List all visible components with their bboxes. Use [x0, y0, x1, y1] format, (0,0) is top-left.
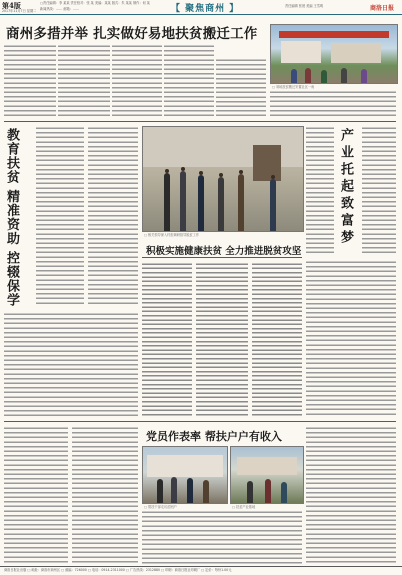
- photo-building: [237, 457, 297, 475]
- left-banner-text: 教育扶贫 精准资助 控辍保学: [4, 128, 19, 308]
- top-story-col-3: [112, 44, 162, 118]
- photo-banner: [279, 31, 389, 38]
- photo-person: [321, 70, 327, 83]
- photo-person: [157, 479, 163, 503]
- photo-person: [198, 175, 204, 231]
- photo-person: [171, 477, 177, 503]
- bottom-right-caption: □ 扶贫产业基地: [232, 505, 256, 509]
- photo-person: [218, 177, 224, 231]
- page-number: 第4版: [2, 1, 21, 10]
- photo-person: [187, 478, 193, 503]
- left-col-a: [36, 126, 84, 306]
- left-col-lower: [4, 312, 138, 418]
- photo-person: [238, 174, 244, 231]
- top-story-col-1: [4, 44, 56, 118]
- center-story-headline: 积极实施健康扶贫 全力推进脱贫攻坚: [146, 246, 302, 257]
- lower-section-rule: [4, 421, 396, 422]
- center-photo: [142, 126, 304, 232]
- photo-person: [265, 479, 271, 503]
- left-col-b: [88, 126, 138, 306]
- bottom-left-col-1: [4, 426, 68, 564]
- bottom-story-headline: 党员作表率 帮扶户户有收入: [146, 430, 282, 443]
- footer-rule: [0, 566, 402, 567]
- section-rule: [4, 121, 396, 122]
- bottom-left-photo: [142, 446, 228, 504]
- photo-person: [164, 173, 170, 231]
- right-banner-title: [337, 128, 359, 248]
- top-right-text: [270, 90, 396, 118]
- bottom-center-text: [142, 510, 302, 564]
- masthead: [0, 0, 402, 14]
- right-banner-text: 产业托起致富梦: [338, 128, 353, 247]
- photo-person: [341, 68, 347, 83]
- left-banner-title: [4, 128, 32, 308]
- right-col-b: [362, 126, 396, 256]
- right-col-lower: [306, 260, 396, 418]
- bottom-right-photo: [230, 446, 304, 504]
- photo-building: [281, 41, 321, 63]
- section-title: 【 聚焦商州 】: [171, 4, 240, 14]
- top-story-col-2: [58, 44, 110, 118]
- masthead-date: 2017年11月7日 星期二: [2, 9, 37, 13]
- photo-building: [331, 43, 381, 63]
- photo-person: [291, 69, 297, 83]
- footer-text: 商洛日报社出版 □ 地址：商洛市商州区 □ 邮编：726000 □ 电话：0914-2311000 □ 广告热线：2312880 □ 印刷：商洛日报社印刷厂 □ 定价：每份1.00元: [4, 568, 232, 572]
- masthead-editors: □责任编辑：李 某某 责任校对：张 某 美编：某某 版式：朱 某某 制作：何 某: [40, 1, 150, 5]
- photo-person: [281, 482, 287, 503]
- photo-person: [361, 69, 367, 83]
- top-story-col-4: [164, 44, 214, 118]
- center-photo-caption: □ 相关领导深入村组调研指导脱贫工作: [144, 233, 200, 237]
- photo-building: [147, 455, 223, 477]
- center-col-1: [142, 262, 192, 418]
- center-col-2: [196, 262, 248, 418]
- bottom-left-col-2: [72, 426, 138, 564]
- right-col-a: [306, 126, 334, 256]
- top-story-col-5: [216, 58, 266, 118]
- photo-door: [253, 145, 281, 181]
- paper-name-logo: 商洛日报: [370, 5, 395, 12]
- center-rule: [142, 257, 302, 258]
- photo-person: [203, 480, 209, 503]
- bottom-right-col: [306, 426, 396, 564]
- top-story-headline: 商州多措并举 扎实做好易地扶贫搬迁工作: [6, 26, 258, 42]
- bottom-left-caption: □ 帮扶干部走访贫困户: [144, 505, 177, 509]
- masthead-right-meta: 责任编辑 张晨 美编 王雪明: [285, 4, 324, 8]
- masthead-rule: [0, 14, 402, 15]
- top-photo-caption: □ 易地扶贫搬迁安置社区一角: [272, 85, 315, 89]
- photo-person: [180, 171, 186, 231]
- photo-person: [270, 179, 276, 231]
- top-photo: [270, 24, 398, 84]
- center-col-3: [252, 262, 302, 418]
- photo-person: [247, 481, 253, 503]
- masthead-meta: 新闻热线：…… 邮箱：……: [40, 7, 80, 11]
- photo-person: [305, 68, 311, 83]
